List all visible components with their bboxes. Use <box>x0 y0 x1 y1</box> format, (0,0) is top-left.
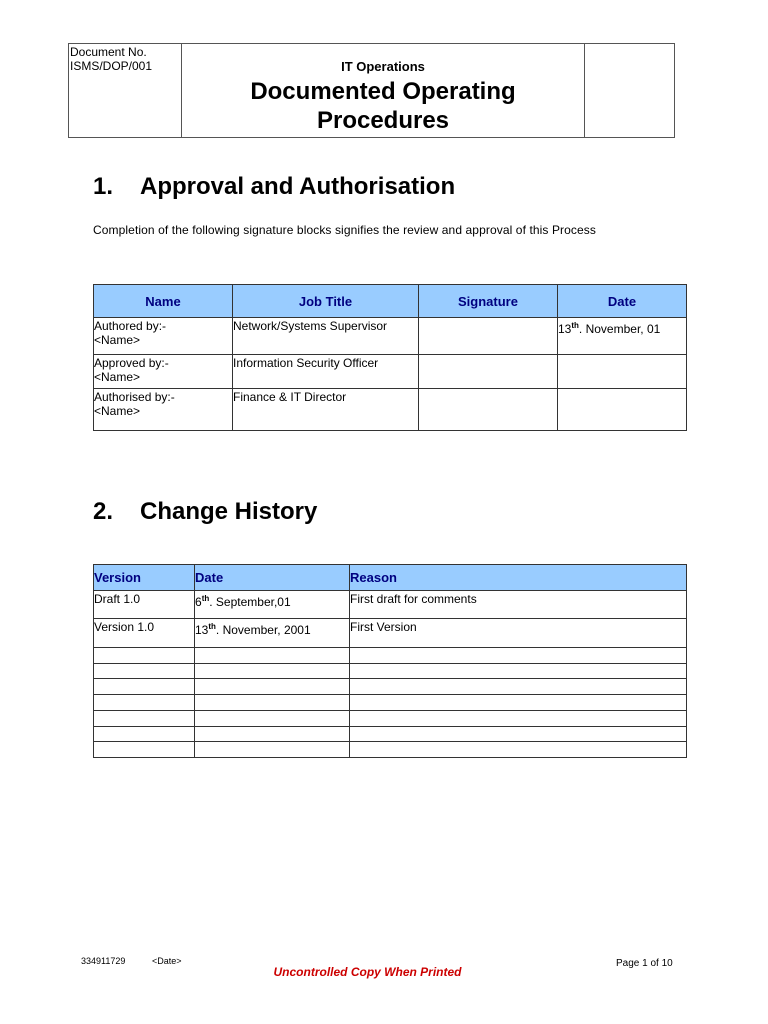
column-header-name: Name <box>94 285 233 318</box>
table-row-empty <box>94 727 687 742</box>
name-cell <box>94 318 233 355</box>
empty-cell <box>195 742 350 758</box>
header-logo-cell <box>585 44 675 138</box>
reason-cell: First draft for comments <box>350 591 687 619</box>
footer-document-ref: 334911729 <box>81 956 126 966</box>
document-number-cell <box>69 44 182 138</box>
footer-date: <Date> <box>152 956 182 966</box>
uncontrolled-copy-notice: Uncontrolled Copy When Printed <box>273 965 462 979</box>
empty-cell <box>350 695 687 711</box>
section-title: Change History <box>140 498 318 525</box>
version-cell: Version 1.0 <box>94 619 195 648</box>
column-header-reason: Reason <box>350 565 687 591</box>
job-title-cell: Network/Systems Supervisor <box>233 318 419 355</box>
empty-cell <box>350 664 687 679</box>
table-row <box>94 619 687 648</box>
empty-cell <box>94 664 195 679</box>
footer-page-number: Page 1 of 10 <box>616 958 673 969</box>
empty-cell <box>94 742 195 758</box>
empty-cell <box>350 648 687 664</box>
document-number: ISMS/DOP/001 <box>70 59 153 73</box>
date-cell <box>558 318 687 355</box>
name-cell <box>94 389 233 431</box>
date-day: 6 <box>195 595 202 609</box>
job-title-cell: Information Security Officer <box>233 355 419 389</box>
empty-cell <box>195 727 350 742</box>
date-cell <box>195 591 350 619</box>
name-placeholder: <Name> <box>94 404 141 418</box>
date-ordinal: th <box>571 321 579 330</box>
table-row <box>94 389 687 431</box>
column-header-date: Date <box>558 285 687 318</box>
table-row <box>94 591 687 619</box>
role-label: Approved by:- <box>94 356 169 370</box>
name-placeholder: <Name> <box>94 370 141 384</box>
date-day: 13 <box>195 623 209 637</box>
empty-cell <box>94 711 195 727</box>
table-header-row <box>94 285 687 318</box>
empty-cell <box>195 648 350 664</box>
date-rest: . November, 01 <box>578 322 661 336</box>
table-row-empty <box>94 695 687 711</box>
approval-intro-text: Completion of the following signature blocks signifies the review and approval of this Process <box>93 223 596 237</box>
role-label: Authorised by:- <box>94 390 175 404</box>
empty-cell <box>350 742 687 758</box>
table-row-empty <box>94 711 687 727</box>
job-title-cell: Finance & IT Director <box>233 389 419 431</box>
date-ordinal: th <box>208 622 216 631</box>
table-row-empty <box>94 664 687 679</box>
document-title-cell <box>182 44 585 138</box>
empty-cell <box>94 695 195 711</box>
table-row-empty <box>94 648 687 664</box>
date-ordinal: th <box>201 594 210 603</box>
column-header-job-title: Job Title <box>233 285 419 318</box>
date-cell <box>558 355 687 389</box>
document-number-label: Document No. <box>70 45 147 59</box>
name-cell <box>94 355 233 389</box>
signature-cell <box>419 389 558 431</box>
column-header-signature: Signature <box>419 285 558 318</box>
empty-cell <box>350 727 687 742</box>
date-rest: . November, 2001 <box>215 623 311 637</box>
section-approval-heading <box>93 173 455 201</box>
table-row <box>94 355 687 389</box>
change-history-table <box>93 564 687 758</box>
column-header-version: Version <box>94 565 195 591</box>
role-label: Authored by:- <box>94 319 167 333</box>
date-cell <box>558 389 687 431</box>
table-header-row <box>94 565 687 591</box>
document-title-line1: Documented Operating <box>250 78 516 105</box>
document-title-line2: Procedures <box>316 107 450 134</box>
date-rest: . September,01 <box>209 595 291 609</box>
signature-cell <box>419 318 558 355</box>
empty-cell <box>94 679 195 695</box>
empty-cell <box>195 679 350 695</box>
section-number: 2. <box>93 498 114 525</box>
date-cell <box>195 619 350 648</box>
table-row-empty <box>94 742 687 758</box>
empty-cell <box>195 664 350 679</box>
empty-cell <box>195 711 350 727</box>
section-title: Approval and Authorisation <box>140 173 456 200</box>
version-cell: Draft 1.0 <box>94 591 195 619</box>
signature-cell <box>419 355 558 389</box>
empty-cell <box>94 648 195 664</box>
date-day: 13 <box>558 322 572 336</box>
approval-table <box>93 284 687 431</box>
department-name: IT Operations <box>341 59 425 74</box>
section-change-history-heading <box>93 498 317 526</box>
empty-cell <box>94 727 195 742</box>
reason-cell: First Version <box>350 619 687 648</box>
empty-cell <box>350 711 687 727</box>
table-row <box>94 318 687 355</box>
table-row-empty <box>94 679 687 695</box>
empty-cell <box>350 679 687 695</box>
name-placeholder: <Name> <box>94 333 141 347</box>
column-header-date: Date <box>195 565 350 591</box>
section-number: 1. <box>93 173 114 200</box>
empty-cell <box>195 695 350 711</box>
document-title <box>182 77 584 135</box>
document-header <box>68 43 675 138</box>
